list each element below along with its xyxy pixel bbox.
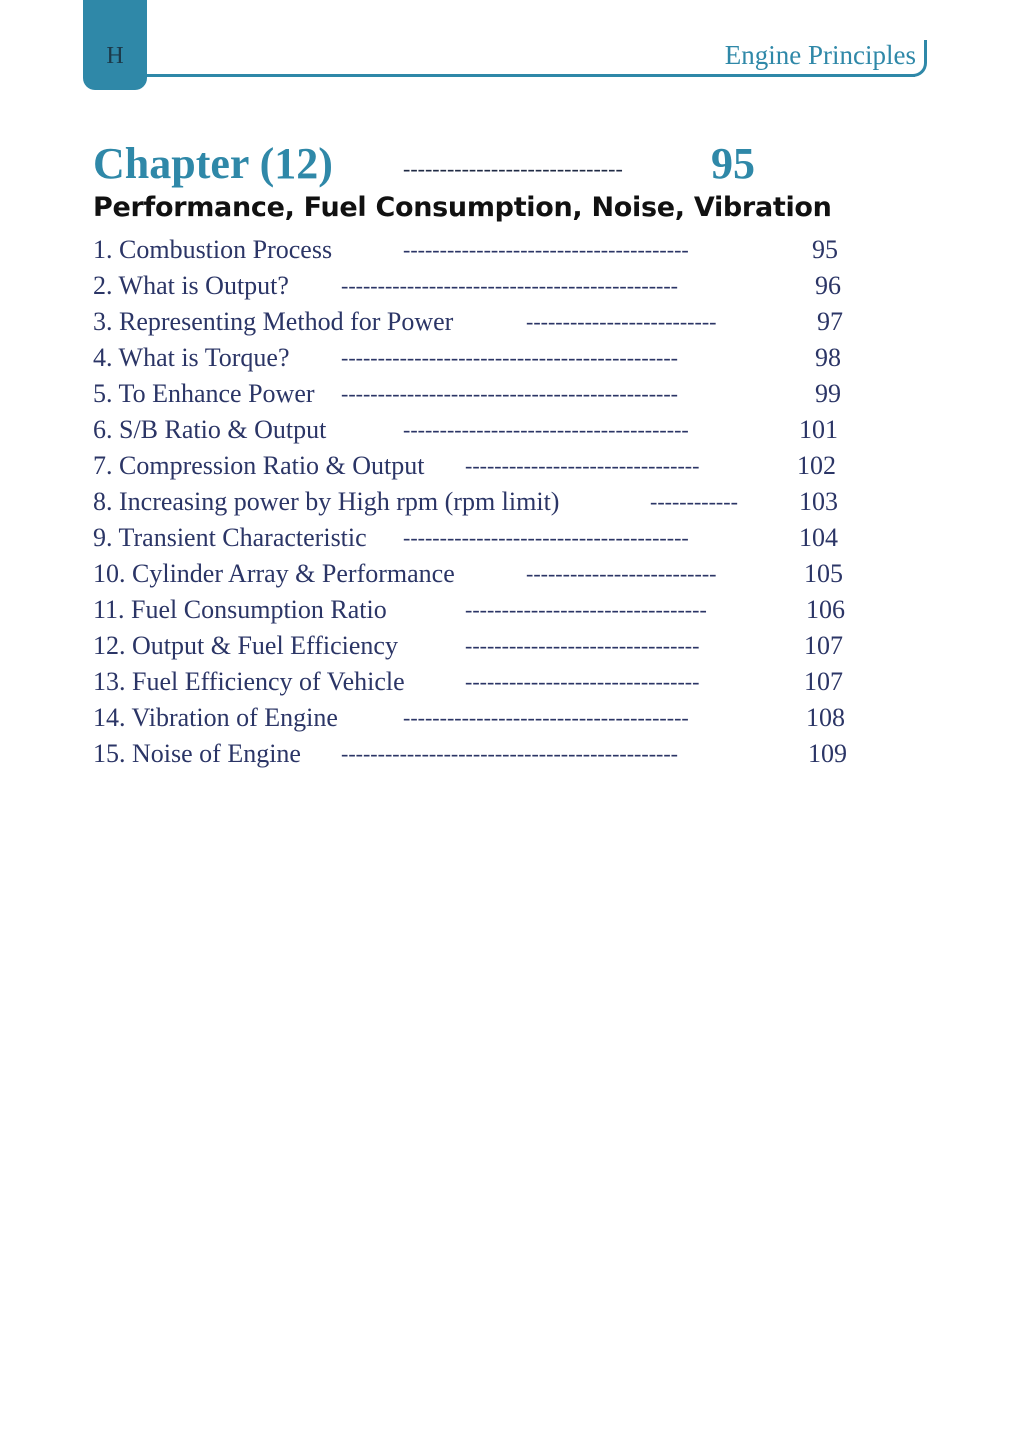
toc-entry-page: 107 (804, 667, 843, 696)
toc-entry-label: 5. To Enhance Power (93, 379, 315, 408)
toc-entry-page: 95 (812, 235, 838, 264)
toc-entry[interactable] (0, 666, 1024, 698)
toc-entry-label: 15. Noise of Engine (93, 739, 301, 768)
toc-entry-leader: --------------------------------------- (403, 705, 689, 730)
toc-entry-leader: ------------ (650, 489, 738, 514)
toc-entry[interactable] (0, 522, 1024, 554)
toc-entry-label: 7. Compression Ratio & Output (93, 451, 425, 480)
toc-entry[interactable] (0, 702, 1024, 734)
toc-entry-page: 103 (799, 487, 838, 516)
toc-entry[interactable] (0, 594, 1024, 626)
toc-entry-page: 106 (806, 595, 845, 624)
toc-entry-label: 9. Transient Characteristic (93, 523, 367, 552)
running-header-title: Engine Principles (724, 40, 916, 70)
toc-entry-leader: ---------------------------------------------- (341, 381, 679, 406)
toc-entry-label: 6. S/B Ratio & Output (93, 415, 327, 444)
toc-entry-label: 10. Cylinder Array & Performance (93, 559, 455, 588)
chapter-page-number: 95 (711, 139, 755, 188)
toc-entry-page: 105 (804, 559, 843, 588)
toc-entry-leader: --------------------------------------- (403, 237, 689, 262)
toc-entry-label: 3. Representing Method for Power (93, 307, 454, 336)
toc-entry-page: 96 (815, 271, 841, 300)
toc-entry[interactable] (0, 234, 1024, 266)
toc-entry-label: 1. Combustion Process (93, 235, 333, 264)
toc-entry[interactable] (0, 378, 1024, 410)
toc-entry-page: 107 (804, 631, 843, 660)
toc-entry-page: 98 (815, 343, 841, 372)
toc-entry-label: 8. Increasing power by High rpm (rpm limit) (93, 487, 560, 516)
toc-entry-label: 4. What is Torque? (93, 343, 290, 372)
toc-entry-leader: -------------------------- (526, 309, 717, 334)
toc-entry[interactable] (0, 486, 1024, 518)
toc-entry-page: 108 (806, 703, 845, 732)
toc-entry-page: 99 (815, 379, 841, 408)
toc-entry-leader: --------------------------------------- (403, 525, 689, 550)
toc-entry-label: 12. Output & Fuel Efficiency (93, 631, 398, 660)
toc-entry[interactable] (0, 738, 1024, 770)
toc-entry-leader: -------------------------------- (465, 669, 700, 694)
toc-entry-leader: --------------------------------------- (403, 417, 689, 442)
toc-entry-page: 109 (808, 739, 847, 768)
toc-entry-label: 13. Fuel Efficiency of Vehicle (93, 667, 405, 696)
toc-entry[interactable] (0, 630, 1024, 662)
toc-entry-page: 102 (797, 451, 836, 480)
toc-entry[interactable] (0, 450, 1024, 482)
toc-entry-label: 2. What is Output? (93, 271, 289, 300)
toc-entry-page: 97 (817, 307, 843, 336)
chapter-tab-letter: H (106, 43, 124, 69)
toc-entry[interactable] (0, 306, 1024, 338)
toc-entry-leader: --------------------------------- (465, 597, 707, 622)
chapter-dot-leader: ------------------------------ (403, 156, 623, 181)
toc-entry-leader: ---------------------------------------------- (341, 741, 679, 766)
toc-entry[interactable] (0, 342, 1024, 374)
toc-entry-label: 14. Vibration of Engine (93, 703, 338, 732)
toc-entry-leader: ---------------------------------------------- (341, 345, 679, 370)
toc-entry[interactable] (0, 558, 1024, 590)
toc-entry-leader: -------------------------------- (465, 633, 700, 658)
toc-entry[interactable] (0, 270, 1024, 302)
toc-entry-page: 101 (799, 415, 838, 444)
toc-entry-label: 11. Fuel Consumption Ratio (93, 595, 387, 624)
chapter-subtitle: Performance, Fuel Consumption, Noise, Vibration (93, 192, 832, 223)
toc-entry-leader: ---------------------------------------------- (341, 273, 679, 298)
toc-entry-leader: -------------------------- (526, 561, 717, 586)
toc-entry-leader: -------------------------------- (465, 453, 700, 478)
toc-entry[interactable] (0, 414, 1024, 446)
chapter-title: Chapter (12) (93, 139, 333, 188)
toc-entry-page: 104 (799, 523, 838, 552)
